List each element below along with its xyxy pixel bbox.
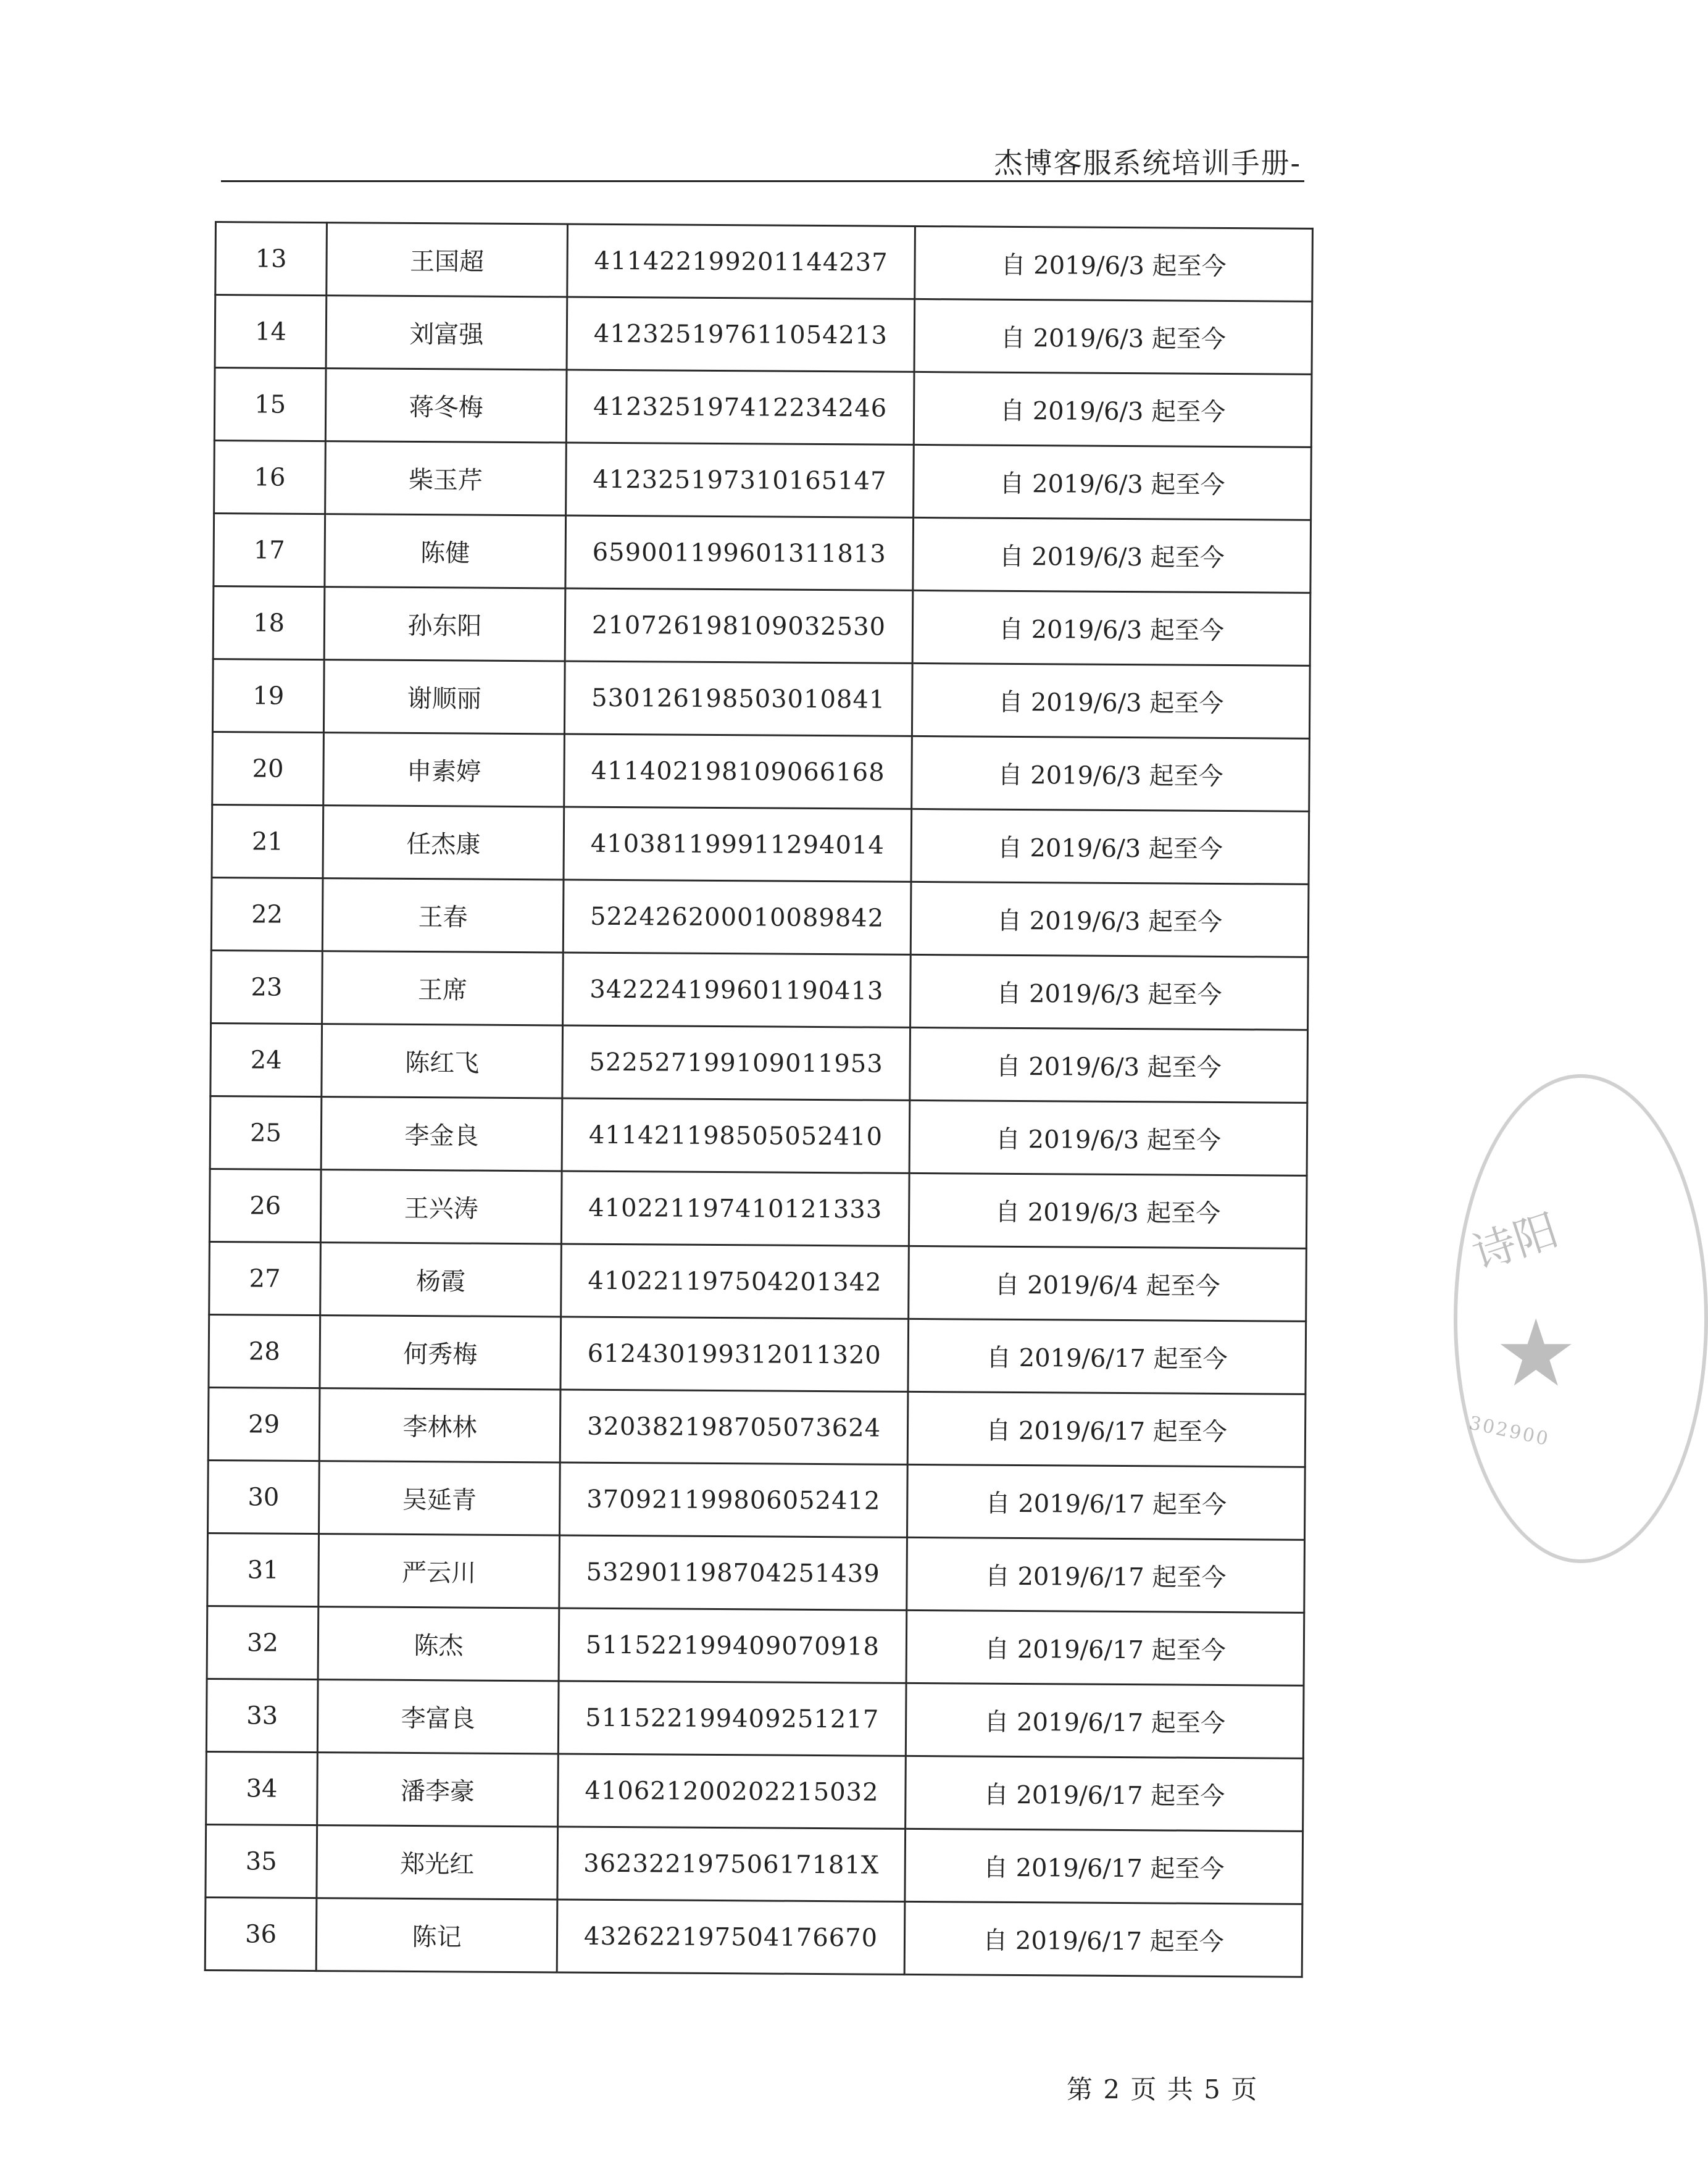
table-row xyxy=(215,295,1312,375)
seal-text: 诗阳 xyxy=(1466,1204,1564,1280)
start-date-cell: 自 2019/6/3 起至今 xyxy=(910,1027,1308,1103)
id-number-cell: 412325197611054213 xyxy=(567,297,915,372)
header-divider xyxy=(221,180,1304,182)
row-number-cell: 26 xyxy=(209,1169,321,1242)
table-row xyxy=(209,1169,1307,1248)
table-row xyxy=(206,1679,1304,1758)
id-number-cell: 210726198109032530 xyxy=(565,588,913,663)
employee-name-cell: 蒋冬梅 xyxy=(325,369,567,443)
id-number-cell: 411422199201144237 xyxy=(567,224,915,299)
start-date-cell: 自 2019/6/17 起至今 xyxy=(907,1464,1305,1540)
employee-name-cell: 陈健 xyxy=(325,514,566,588)
id-number-cell: 410221197410121333 xyxy=(561,1171,909,1246)
start-date-cell: 自 2019/6/17 起至今 xyxy=(905,1829,1303,1904)
employee-name-cell: 郑光红 xyxy=(317,1825,558,1900)
id-number-cell: 411402198109066168 xyxy=(564,734,912,809)
employee-name-cell: 杨霞 xyxy=(320,1243,562,1317)
id-number-cell: 432622197504176670 xyxy=(557,1900,905,1974)
employee-name-cell: 陈红飞 xyxy=(322,1024,563,1098)
row-number-cell: 14 xyxy=(215,295,327,369)
row-number-cell: 21 xyxy=(212,804,323,878)
row-number-cell: 25 xyxy=(210,1096,322,1169)
row-number-cell: 29 xyxy=(208,1387,320,1461)
employee-table-container xyxy=(204,221,1304,1978)
start-date-cell: 自 2019/6/17 起至今 xyxy=(907,1537,1305,1612)
company-seal xyxy=(1454,1074,1708,1563)
seal-code: 302900 xyxy=(1467,1412,1552,1451)
id-number-cell: 532901198704251439 xyxy=(559,1535,907,1610)
id-number-cell: 410381199911294014 xyxy=(564,807,912,882)
row-number-cell: 36 xyxy=(205,1897,317,1971)
start-date-cell: 自 2019/6/3 起至今 xyxy=(912,590,1310,665)
table-row xyxy=(208,1387,1306,1467)
row-number-cell: 17 xyxy=(214,514,325,587)
start-date-cell: 自 2019/6/17 起至今 xyxy=(904,1901,1302,1977)
row-number-cell: 13 xyxy=(215,222,327,296)
row-number-cell: 27 xyxy=(209,1241,321,1315)
employee-name-cell: 王国超 xyxy=(327,223,568,297)
table-row xyxy=(215,222,1313,302)
employee-name-cell: 孙东阳 xyxy=(324,587,565,661)
row-number-cell: 23 xyxy=(211,950,323,1024)
table-row xyxy=(207,1606,1304,1685)
employee-name-cell: 任杰康 xyxy=(323,806,564,880)
table-row xyxy=(214,368,1312,448)
table-row xyxy=(212,732,1310,811)
table-row xyxy=(208,1460,1306,1540)
table-row xyxy=(206,1751,1304,1831)
start-date-cell: 自 2019/6/3 起至今 xyxy=(914,299,1312,374)
employee-name-cell: 潘李豪 xyxy=(317,1753,559,1827)
row-number-cell: 30 xyxy=(208,1460,320,1533)
start-date-cell: 自 2019/6/17 起至今 xyxy=(906,1610,1304,1685)
row-number-cell: 35 xyxy=(206,1824,317,1898)
table-row xyxy=(214,514,1311,593)
id-number-cell: 320382198705073624 xyxy=(560,1390,908,1464)
start-date-cell: 自 2019/6/3 起至今 xyxy=(912,663,1310,738)
table-row xyxy=(209,1241,1307,1321)
employee-name-cell: 刘富强 xyxy=(326,296,567,370)
start-date-cell: 自 2019/6/3 起至今 xyxy=(909,1173,1307,1248)
employee-name-cell: 何秀梅 xyxy=(320,1316,561,1390)
row-number-cell: 19 xyxy=(212,659,324,732)
table-row xyxy=(206,1824,1303,1904)
employee-name-cell: 严云川 xyxy=(319,1534,560,1608)
table-row xyxy=(214,441,1312,520)
start-date-cell: 自 2019/6/17 起至今 xyxy=(908,1319,1306,1394)
employee-name-cell: 陈杰 xyxy=(318,1607,559,1681)
seal-star-icon: ★ xyxy=(1494,1300,1578,1408)
employee-name-cell: 吴延青 xyxy=(319,1461,560,1535)
document-header-title: 杰博客服系统培训手册- xyxy=(994,146,1301,180)
id-number-cell: 410621200202215032 xyxy=(558,1754,906,1829)
employee-name-cell: 王兴涛 xyxy=(320,1170,562,1244)
employee-table xyxy=(204,221,1314,1978)
employee-name-cell: 李林林 xyxy=(319,1388,560,1462)
employee-name-cell: 谢顺丽 xyxy=(323,660,565,734)
start-date-cell: 自 2019/6/3 起至今 xyxy=(913,517,1311,593)
row-number-cell: 15 xyxy=(214,368,326,441)
table-row xyxy=(212,659,1310,738)
table-row xyxy=(205,1897,1302,1977)
id-number-cell: 522527199109011953 xyxy=(562,1025,910,1100)
id-number-cell: 410221197504201342 xyxy=(561,1244,909,1319)
start-date-cell: 自 2019/6/17 起至今 xyxy=(907,1391,1306,1467)
table-row xyxy=(210,1023,1308,1103)
id-number-cell: 412325197412234246 xyxy=(566,370,914,444)
employee-name-cell: 王春 xyxy=(322,878,564,953)
id-number-cell: 36232219750617181X xyxy=(557,1827,906,1901)
start-date-cell: 自 2019/6/3 起至今 xyxy=(914,372,1312,447)
id-number-cell: 522426200010089842 xyxy=(563,880,911,954)
table-row xyxy=(209,1314,1306,1394)
row-number-cell: 16 xyxy=(214,441,326,514)
employee-name-cell: 李富良 xyxy=(317,1680,559,1754)
row-number-cell: 22 xyxy=(211,877,323,951)
table-row xyxy=(212,804,1309,884)
employee-name-cell: 王席 xyxy=(322,951,564,1025)
id-number-cell: 612430199312011320 xyxy=(560,1317,909,1391)
row-number-cell: 28 xyxy=(209,1314,320,1388)
start-date-cell: 自 2019/6/3 起至今 xyxy=(910,954,1309,1030)
row-number-cell: 31 xyxy=(207,1533,319,1606)
table-row xyxy=(211,877,1309,957)
id-number-cell: 511522199409251217 xyxy=(558,1681,906,1756)
row-number-cell: 20 xyxy=(212,732,324,805)
id-number-cell: 530126198503010841 xyxy=(564,661,912,736)
start-date-cell: 自 2019/6/3 起至今 xyxy=(909,1100,1307,1175)
table-row xyxy=(213,586,1310,665)
id-number-cell: 370921199806052412 xyxy=(560,1462,908,1537)
employee-name-cell: 柴玉芹 xyxy=(325,441,567,515)
start-date-cell: 自 2019/6/3 起至今 xyxy=(911,809,1309,884)
row-number-cell: 18 xyxy=(213,586,325,659)
start-date-cell: 自 2019/6/17 起至今 xyxy=(906,1756,1304,1831)
row-number-cell: 32 xyxy=(207,1606,319,1679)
start-date-cell: 自 2019/6/17 起至今 xyxy=(906,1683,1304,1758)
start-date-cell: 自 2019/6/3 起至今 xyxy=(912,736,1310,811)
id-number-cell: 511522199409070918 xyxy=(559,1608,907,1683)
employee-name-cell: 申素婷 xyxy=(323,733,565,807)
row-number-cell: 34 xyxy=(206,1751,318,1825)
start-date-cell: 自 2019/6/4 起至今 xyxy=(909,1246,1307,1321)
employee-name-cell: 陈记 xyxy=(316,1898,557,1972)
table-row xyxy=(211,950,1309,1030)
id-number-cell: 659001199601311813 xyxy=(565,515,914,590)
page-number: 第 2 页 共 5 页 xyxy=(1067,2074,1259,2105)
table-row xyxy=(207,1533,1305,1612)
table-row xyxy=(210,1096,1307,1175)
start-date-cell: 自 2019/6/3 起至今 xyxy=(915,226,1313,301)
start-date-cell: 自 2019/6/3 起至今 xyxy=(910,882,1309,957)
id-number-cell: 411421198505052410 xyxy=(562,1098,910,1173)
row-number-cell: 24 xyxy=(210,1023,322,1096)
employee-name-cell: 李金良 xyxy=(321,1097,562,1171)
employee-table-body xyxy=(205,222,1312,1977)
id-number-cell: 412325197310165147 xyxy=(566,443,914,517)
id-number-cell: 342224199601190413 xyxy=(563,953,911,1027)
row-number-cell: 33 xyxy=(206,1679,318,1752)
start-date-cell: 自 2019/6/3 起至今 xyxy=(914,444,1312,520)
